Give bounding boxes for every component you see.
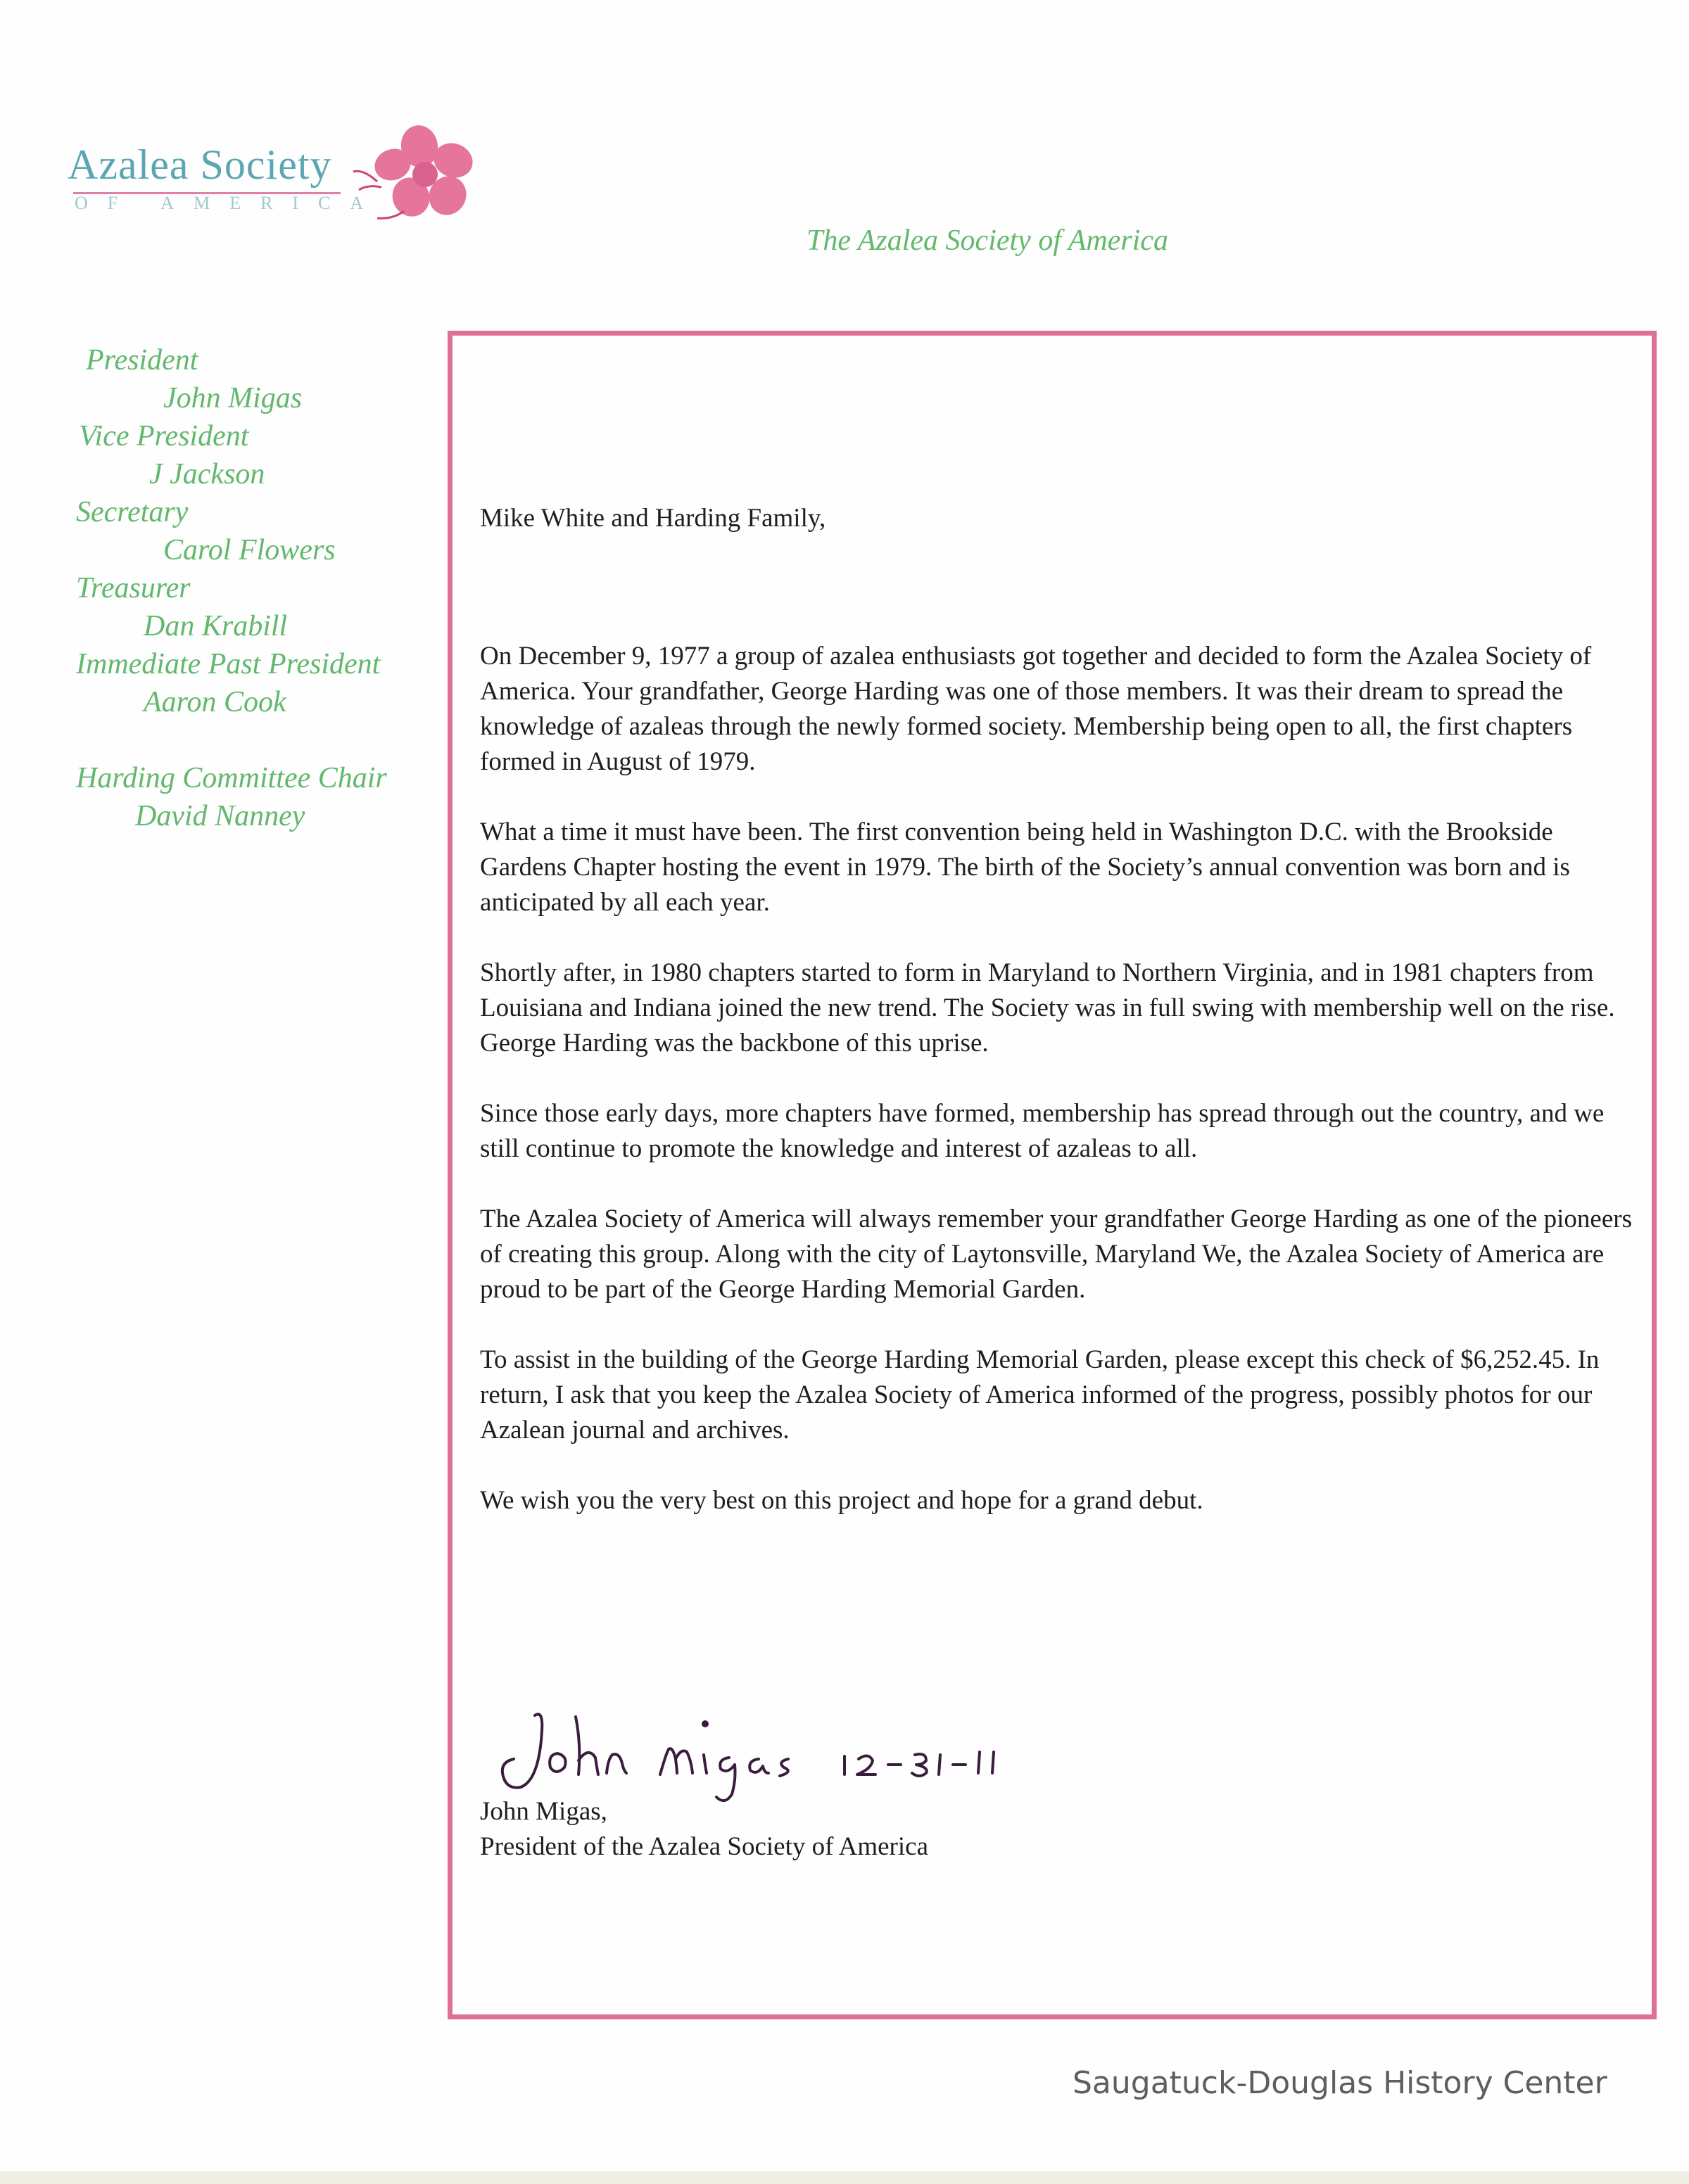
logo-subtitle: OF AMERICA [75,193,384,213]
officer-title: Harding Committee Chair [76,762,387,794]
officer-title: Vice President [79,420,249,452]
closing-title: President of the Azalea Society of America [480,1832,929,1861]
officer-name: John Migas [163,382,303,414]
closing-name: John Migas, [480,1797,607,1826]
org-heading: The Azalea Society of America [806,224,1169,257]
archive-watermark: Saugatuck-Douglas History Center [1073,2065,1607,2101]
scan-edge [0,2171,1689,2184]
azalea-society-logo [68,120,490,232]
letter-body [480,501,1634,1518]
officer-name: Dan Krabill [144,610,288,642]
letter-paragraph: The Azalea Society of America will always remember your grandfather George Harding as one of the pioneers of creating this group. Along with the city of Laytonsville, Maryland We, the Azalea Society of America are proud to be part of the George Harding Memorial Garden. [480,1205,1632,1304]
letter-paragraph: What a time it must have been. The first convention being held in Washington D.C. with the Brookside Gardens Chapter hosting the event in 1979. The birth of the Society’s annual convention was born and is anticipated by all each year. [480,818,1570,917]
officer-title: Secretary [76,496,189,528]
letter-paragraph: To assist in the building of the George Harding Memorial Garden, please except this check of $6,252.45. In return, I ask that you keep the Azalea Society of America informed of the progress, possibly photos for our Azalean journal and archives. [480,1345,1600,1445]
officers-list [76,341,456,835]
salutation: Mike White and Harding Family, [480,504,826,533]
letter-paragraph: Shortly after, in 1980 chapters started to form in Maryland to Northern Virginia, and in 1981 chapters from Louisiana and Indiana joined the new trend. The Society was in full swing with membership well on the rise. George Harding was the backbone of this uprise. [480,958,1615,1058]
letter-paragraph: We wish you the very best on this project and hope for a grand debut. [480,1486,1203,1515]
handwritten-signature [493,1703,1126,1808]
officer-name: J Jackson [149,458,265,490]
logo-name: Azalea Society [68,141,332,188]
closing-block [480,1794,928,1865]
officer-title: Immediate Past President [76,648,381,680]
letter-paragraph: On December 9, 1977 a group of azalea enthusiasts got together and decided to form the Azalea Society of America. Your grandfather, George Harding was one of those members. It was their dream to spread the knowledge of azaleas through the newly formed society. Membership being open to all, the first chapters formed in August of 1979. [480,642,1592,776]
officer-name: Aaron Cook [144,686,286,718]
letter-paragraph: Since those early days, more chapters have formed, membership has spread through out the country, and we still continue to promote the knowledge and interest of azaleas to all. [480,1099,1605,1163]
officer-title: Treasurer [76,572,191,604]
azalea-flower-icon [349,120,483,225]
officer-title: President [86,344,198,376]
officer-name: Carol Flowers [163,534,336,566]
officer-name: David Nanney [135,800,305,832]
